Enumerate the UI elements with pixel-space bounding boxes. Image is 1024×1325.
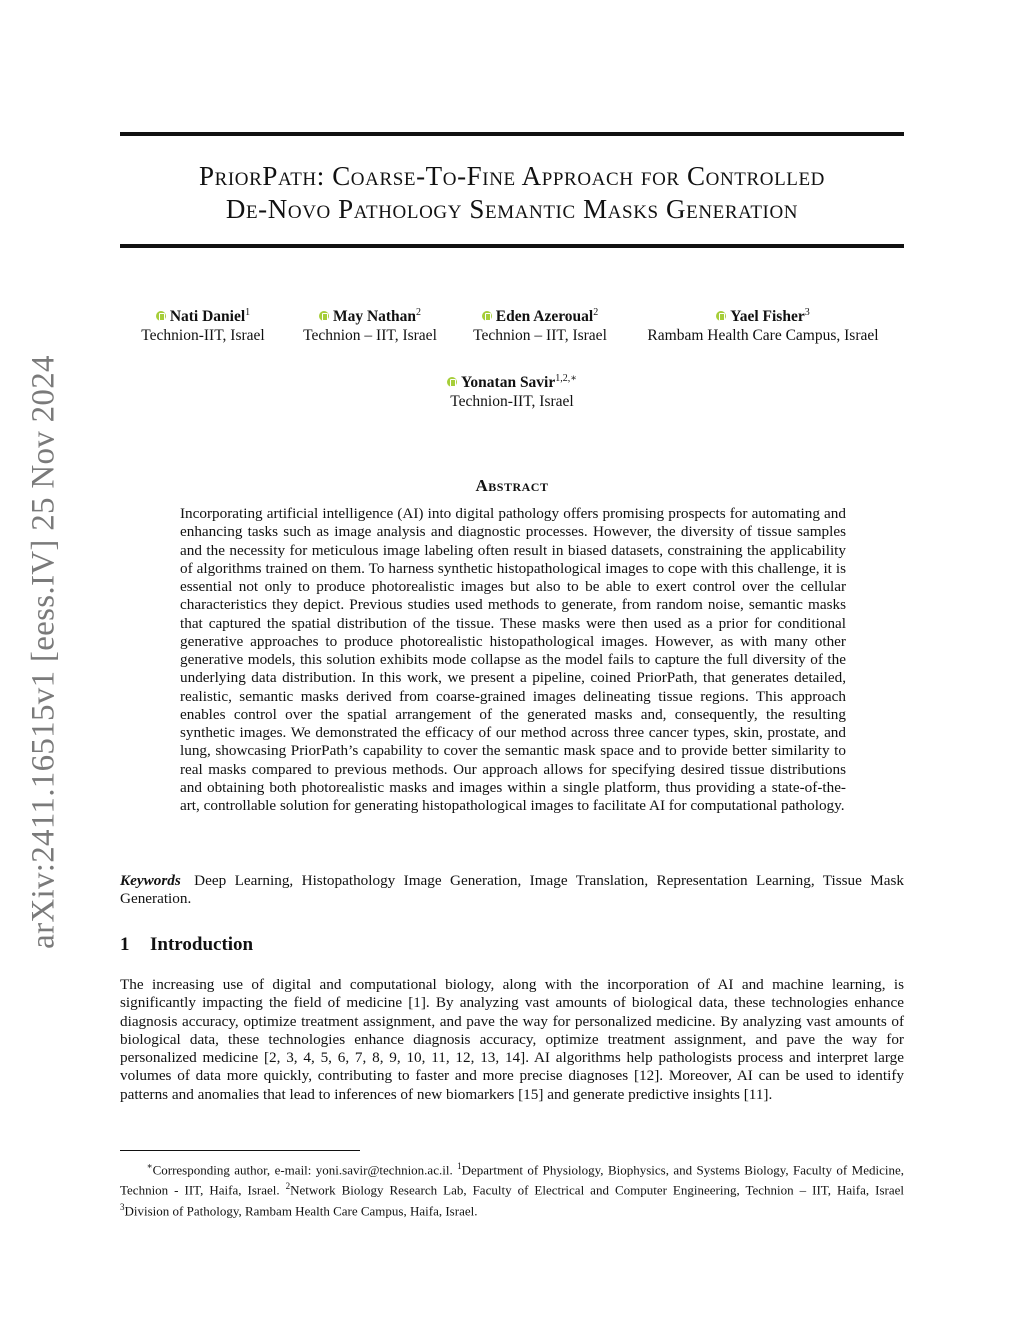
orcid-icon[interactable]	[482, 311, 492, 321]
author-block	[460, 307, 620, 345]
title-top-rule	[120, 132, 904, 136]
author-affiliation: Technion – IIT, Israel	[303, 327, 437, 344]
footnote-affiliation-3: Division of Pathology, Rambam Health Care Campus, Haifa, Israel.	[124, 1202, 478, 1218]
author-name: Yonatan Savir	[460, 374, 556, 391]
author-affiliation-mark: 1	[245, 306, 251, 318]
orcid-icon[interactable]	[447, 377, 457, 387]
footnote-mark: 1	[457, 1161, 462, 1171]
author-affiliation: Technion-IIT, Israel	[450, 393, 574, 410]
author-affiliation: Rambam Health Care Campus, Israel	[647, 327, 879, 344]
footnote-mark: 2	[285, 1181, 291, 1192]
footnote-corresponding: Corresponding author, e-mail: yoni.savir@technion.ac.il.	[152, 1162, 453, 1178]
author-block	[412, 373, 612, 411]
abstract-heading: Abstract	[475, 476, 549, 495]
title-line-1: PriorPath: Coarse-To-Fine Approach for Controlled	[198, 161, 826, 191]
author-name: May Nathan	[332, 308, 417, 325]
footnote-rule	[120, 1150, 360, 1151]
orcid-icon[interactable]	[156, 311, 166, 321]
author-affiliation-mark: 2	[593, 306, 599, 318]
author-name: Eden Azeroual	[495, 308, 594, 325]
section-number: 1	[120, 934, 130, 955]
introduction-paragraph: The increasing use of digital and computational biology, along with the incorporation of AI and machine learning, is significantly impacting the field of medicine [1]. By analyzing vast amounts of biological data, these technologies enhance diagnosis accuracy, optimize treatment assignment, and pave the way for personalized medicine. By analyzing vast amounts of biological data, these technologies enhance diagnosis accuracy, optimize treatment assignment, and pave the way for personalized medicine [2, 3, 4, 5, 6, 7, 8, 9, 10, 11, 12, 13, 14]. AI algorithms help pathologists process and interpret large volumes of data more quickly, contributing to faster and more precise diagnoses [12]. Moreover, AI can be used to identify patterns and anomalies that lead to inferences of new biomarkers [15] and generate predictive insights [11].	[120, 976, 904, 1103]
orcid-icon[interactable]	[319, 311, 329, 321]
author-block	[128, 307, 278, 345]
author-affiliation: Technion – IIT, Israel	[473, 327, 607, 344]
footnote-mark: 3	[120, 1201, 125, 1212]
footnote-affiliation-1: Department of Physiology, Biophysics, and Systems Biology, Faculty of Medicine, Technion - IIT, Haifa, Israel.	[120, 1162, 904, 1198]
author-affiliation-mark: 1,2,∗	[555, 372, 578, 384]
arxiv-side-stamp: arXiv:2411.16515v1 [eess.IV] 25 Nov 2024	[25, 355, 62, 949]
section-title: Introduction	[150, 934, 254, 955]
author-block	[630, 307, 896, 345]
title-line-2: De-Novo Pathology Semantic Masks Generation	[225, 194, 799, 224]
footnote	[120, 1158, 904, 1219]
author-name: Nati Daniel	[169, 308, 246, 325]
footnote-mark: ∗	[146, 1161, 153, 1171]
author-name: Yael Fisher	[730, 308, 805, 325]
author-affiliation-mark: 2	[416, 306, 422, 318]
keywords-text: Deep Learning, Histopathology Image Generation, Image Translation, Representation Learning, Tissue Mask Generation.	[120, 872, 905, 908]
paper-title	[120, 160, 904, 226]
author-block	[290, 307, 450, 345]
keywords	[120, 872, 904, 909]
section-heading-introduction	[120, 934, 253, 956]
keywords-label: Keywords	[120, 872, 181, 889]
author-affiliation: Technion-IIT, Israel	[141, 327, 265, 344]
orcid-icon[interactable]	[716, 311, 726, 321]
title-bottom-rule	[120, 244, 904, 248]
author-affiliation-mark: 3	[804, 306, 810, 318]
abstract-text: Incorporating artificial intelligence (AI) into digital pathology offers promising prospects for automating and enhancing tasks such as image analysis and diagnostic processes. However, the diversity of tissue samples and the necessity for meticulous image labeling often result in biased datasets, constraining the applicability of algorithms trained on them. To harness synthetic histopathological images to cope with this challenge, it is essential not only to produce photorealistic images but also to be able to exert control over the cellular characteristics they depict. Previous studies used methods to generate, from random noise, semantic masks that captured the spatial distribution of the tissue. These masks were then used as a prior for conditional generative approaches to produce photorealistic histopathological images. However, as with many other generative models, this solution exhibits mode collapse as the model fails to capture the full diversity of the underlying data distribution. In this work, we present a pipeline, coined PriorPath, that generates detailed, realistic, semantic masks derived from coarse-grained images delineating tissue regions. This approach enables control over the spatial arrangement of the generated masks and, consequently, the resulting synthetic images. We demonstrated the efficacy of our method across three cancer types, skin, prostate, and lung, showcasing PriorPath’s capability to cover the semantic mask space and to provide better similarity to real masks compared to previous methods. Our approach allows for specifying desired tissue distributions and obtaining both photorealistic masks and images within a single platform, thus providing a state-of-the-art, controllable solution for generating histopathological images to facilitate AI for computational pathology.	[180, 505, 846, 814]
footnote-affiliation-2: Network Biology Research Lab, Faculty of Electrical and Computer Engineering, Technion – IIT, Haifa, Israel	[290, 1182, 905, 1198]
